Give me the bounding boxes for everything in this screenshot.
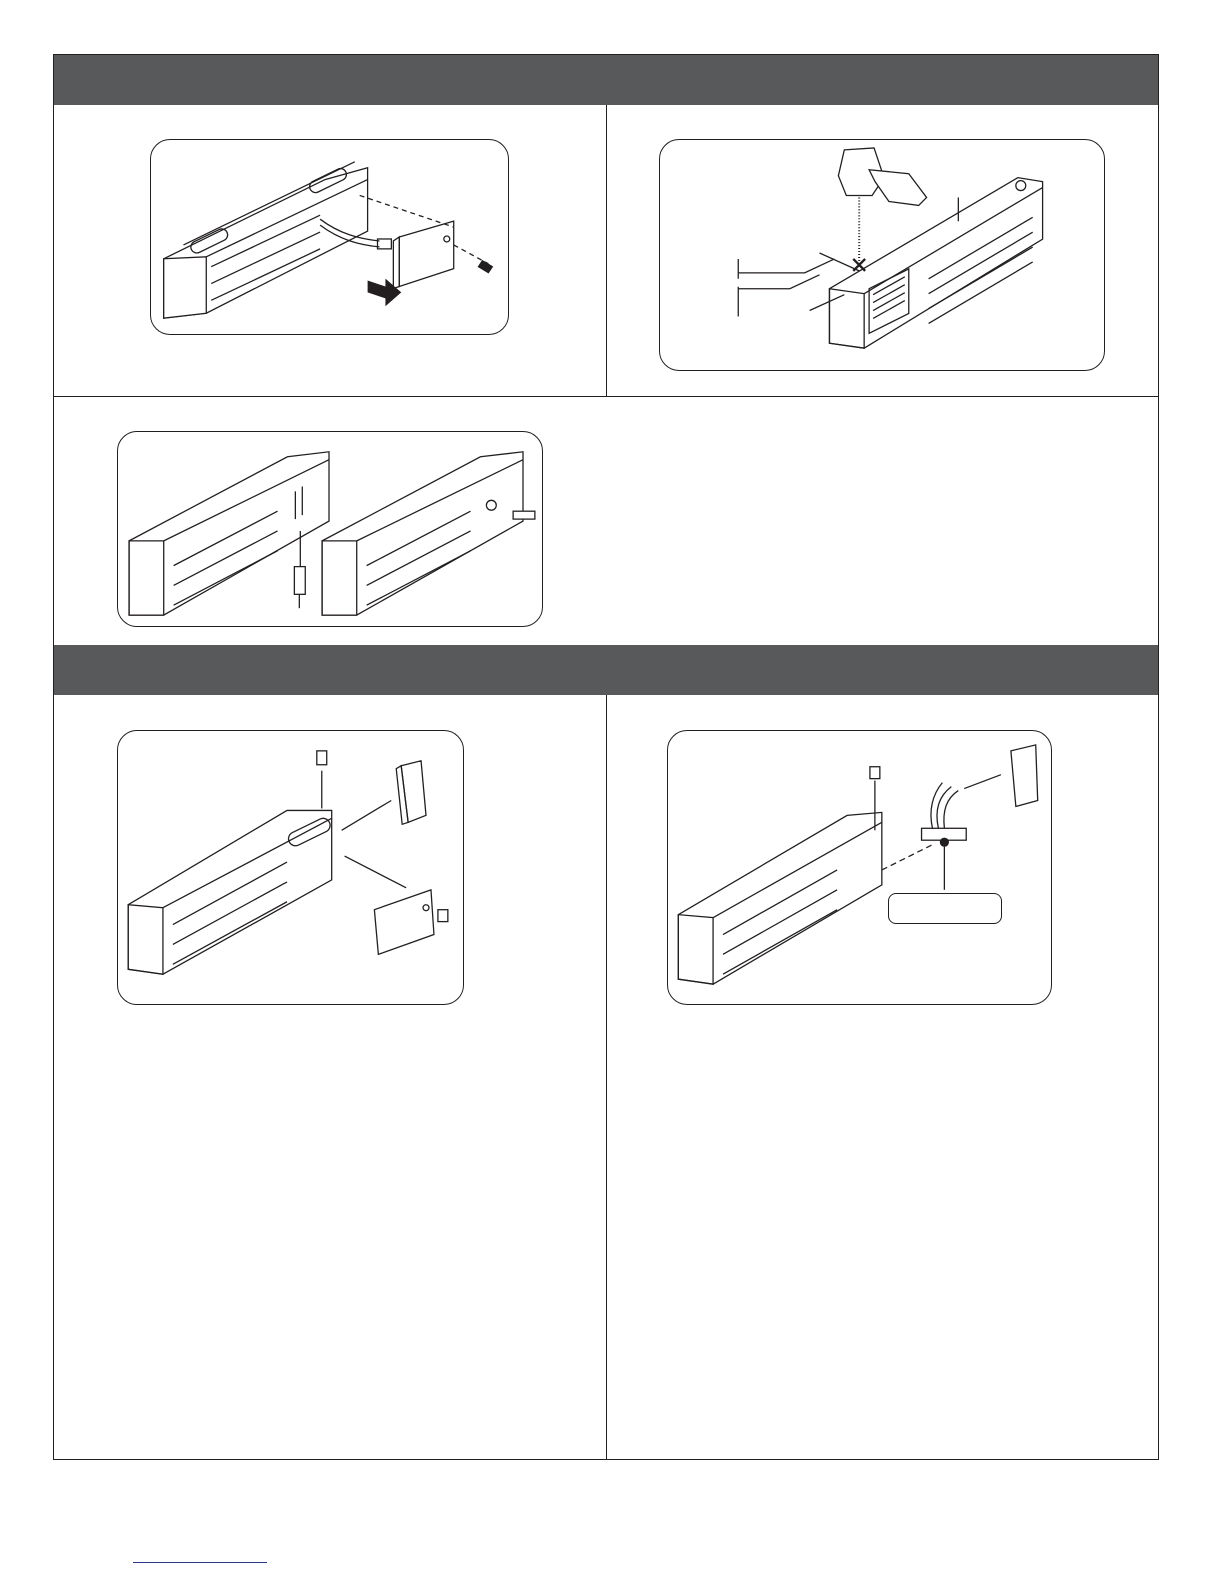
- column-divider-top: [606, 105, 607, 396]
- sensor-wiring-assembly-icon: [668, 731, 1051, 1004]
- section-header-bar-2: [54, 645, 1158, 695]
- column-divider-bottom: [606, 695, 607, 1460]
- figure-sensor-wiring: [667, 730, 1052, 1005]
- drill-mounting-hole-icon: [660, 140, 1104, 370]
- figure-cover-removal: [150, 139, 509, 335]
- sensor-insertion-icon: [118, 432, 542, 626]
- magnet-lock-cover-removal-icon: [151, 140, 508, 334]
- figure-drill-mounting: [659, 139, 1105, 371]
- bracket-disassembly-icon: [118, 731, 463, 1004]
- figure-sensor-insertion: [117, 431, 543, 627]
- sensor-callout-label: [888, 893, 1002, 924]
- row-divider: [54, 396, 1158, 397]
- footer-link-underline[interactable]: [133, 1562, 267, 1563]
- section-header-bar-1: [54, 55, 1158, 105]
- figure-bracket-disassembly: [117, 730, 464, 1005]
